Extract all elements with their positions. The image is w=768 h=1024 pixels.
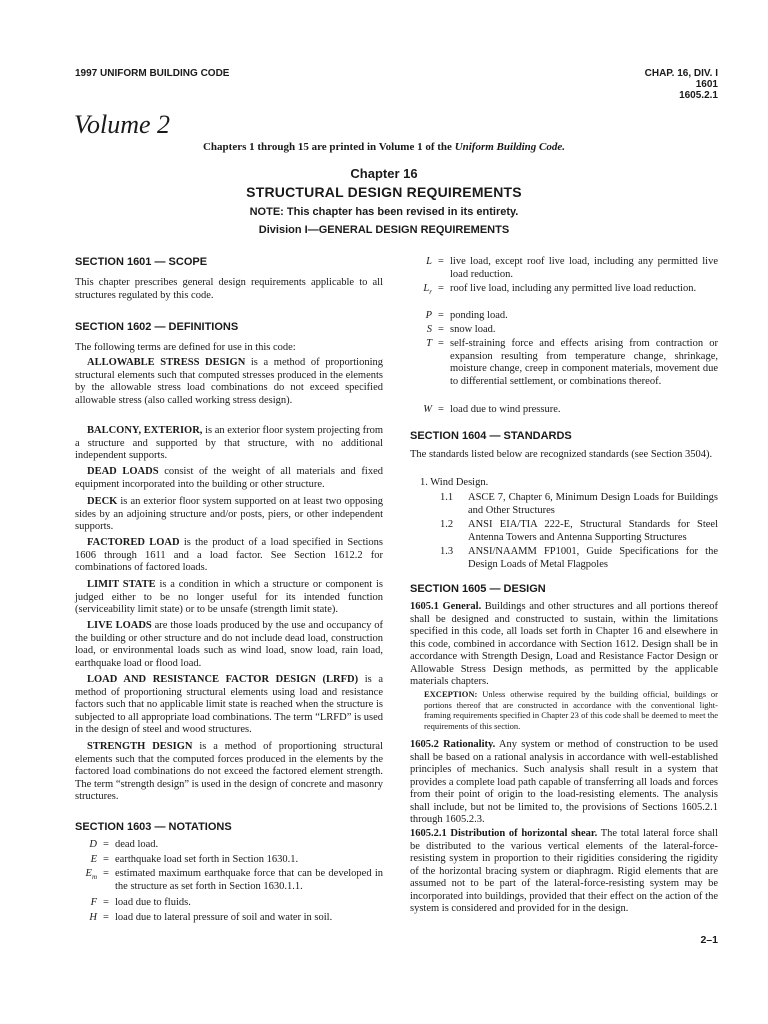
page-number: 2–1 xyxy=(700,934,718,946)
notation-row xyxy=(410,256,718,281)
notation-symbol: S xyxy=(426,324,432,335)
notation-equals: = xyxy=(438,338,444,349)
chapter-title: STRUCTURAL DESIGN REQUIREMENTS xyxy=(246,184,522,200)
notation-symbol: T xyxy=(426,338,432,349)
notation-symbol-base: E xyxy=(85,868,92,879)
standard-number: 1.1 xyxy=(440,492,454,503)
notation-equals: = xyxy=(438,404,444,415)
paragraph-label: 1605.2.1 Distribution of horizontal shear. xyxy=(410,828,598,839)
notation-equals: = xyxy=(103,897,109,908)
notation-row xyxy=(75,897,383,910)
definition-term: BALCONY, EXTERIOR, xyxy=(87,425,203,436)
section-1604-item-1: 1. Wind Design. xyxy=(420,477,489,488)
definition-text: is an exterior floor system projecting from a structure and supported by that structure, with no additional independent supports. xyxy=(75,425,383,461)
definition-text: consist of the weight of all materials and fixed equipment incorporated into the building or other structure. xyxy=(75,466,383,490)
standard-number: 1.2 xyxy=(440,519,454,530)
header-chapter: CHAP. 16, DIV. I xyxy=(644,68,718,79)
notation-row xyxy=(75,854,383,867)
paragraph-text: Any system or method of construction to be used shall be based on a rational analysis in accordance with well-established principles of mechanics. Such analysis shall result in a system that provides a complete load path capable of transferring all loads and forces from their point of origin to the load-resisting elements. The analysis shall include, but not be limited to, the provisions of Sections 1605.2.1 through 1605.2.3. xyxy=(410,739,718,825)
notation-row xyxy=(410,283,718,296)
volume-intro-text: Chapters 1 through 15 are printed in Volume 1 of the xyxy=(202,141,455,153)
section-1602-intro: The following terms are defined for use in this code: xyxy=(75,342,296,353)
standard-row xyxy=(410,519,718,544)
exception-text: Unless otherwise required by the building official, buildings or portions thereof that are constructed in accordance with the conventional light-framing requirements specified in Chapter 23 of this code shall be deemed to meet the requirements of this section. xyxy=(424,689,718,731)
notation-symbol: L xyxy=(426,256,432,267)
notation-row xyxy=(75,839,383,852)
definition-term: FACTORED LOAD xyxy=(87,537,180,548)
section-1604-intro: The standards listed below are recognized standards (see Section 3504). xyxy=(410,449,713,460)
standard-row xyxy=(410,546,718,571)
notation-equals: = xyxy=(103,912,109,923)
section-1603-heading: SECTION 1603 — NOTATIONS xyxy=(75,821,232,833)
notation-symbol: F xyxy=(90,897,97,908)
definition-text: is a method of proportioning structural elements such that the computed forces produced in the elements by the factored load combinations do not exceed the factored element strength. The term “strength design” is used in the design of concrete and masonry structures. xyxy=(75,741,383,802)
standard-number: 1.3 xyxy=(440,546,454,557)
right-column xyxy=(410,0,718,940)
standard-row xyxy=(410,492,718,517)
volume-intro-book: Uniform Building Code. xyxy=(454,141,566,153)
definition-strength-design xyxy=(75,741,383,804)
chapter-division: Division I—GENERAL DESIGN REQUIREMENTS xyxy=(258,224,510,236)
section-1601-text: This chapter prescribes general design requirements applicable to all structures regulated by this code. xyxy=(75,277,383,301)
notation-text: self-straining force and effects arising from contraction or expansion resulting from temperature change, shrinkage, moisture change, creep in component materials, movement due to differential settlement, or combinations thereof. xyxy=(450,338,718,387)
notation-symbol-base: L xyxy=(423,283,430,294)
definition-text: is a method of proportioning structural elements using load and resistance factors such that no applicable limit state is reached when the structure is subjected to all appropriate load combinations. The term “LRFD” is used in the design of steel and wood structures. xyxy=(75,674,383,735)
notation-equals: = xyxy=(103,839,109,850)
exception-note xyxy=(424,689,718,731)
notation-text: load due to fluids. xyxy=(115,897,191,908)
definition-term: LIMIT STATE xyxy=(87,579,156,590)
notation-row xyxy=(75,912,383,925)
notation-text: load due to wind pressure. xyxy=(450,404,561,415)
definition-term: LOAD AND RESISTANCE FACTOR DESIGN (LRFD) xyxy=(87,674,359,685)
notation-row xyxy=(410,310,718,323)
definition-allowable-stress-design xyxy=(75,357,383,407)
notation-symbol: D xyxy=(89,839,97,850)
notation-equals: = xyxy=(103,854,109,865)
header-section-start: 1601 xyxy=(695,79,718,90)
definition-text: is a method of proportioning structural elements such that computed stresses produced in the elements by the allowable stress load combinations do not exceed specified allowable stress (also called working stress design). xyxy=(75,357,383,406)
notation-equals: = xyxy=(103,868,109,879)
section-1601-heading: SECTION 1601 — SCOPE xyxy=(75,256,208,268)
section-1605-heading: SECTION 1605 — DESIGN xyxy=(410,583,546,595)
section-1604-heading: SECTION 1604 — STANDARDS xyxy=(410,430,572,442)
left-column xyxy=(75,0,383,940)
definition-live-loads xyxy=(75,620,383,670)
definition-term: DECK xyxy=(87,496,118,507)
paragraph-label: 1605.2 Rationality. xyxy=(410,739,496,750)
notation-equals: = xyxy=(438,310,444,321)
notation-symbol: E xyxy=(90,854,97,865)
paragraph-1605-1 xyxy=(410,601,718,689)
volume-title: Volume 2 xyxy=(74,110,171,139)
definition-lrfd xyxy=(75,674,383,737)
definition-text: are those loads produced by the use and occupancy of the building or other structure and do not include dead load, construction load, or environmental loads such as wind load, snow load, rain load, earthquake load or flood load. xyxy=(75,620,383,669)
definition-term: DEAD LOADS xyxy=(87,466,159,477)
notation-text: ponding load. xyxy=(450,310,508,321)
paragraph-1605-2 xyxy=(410,739,718,827)
notation-row xyxy=(75,868,383,893)
notation-symbol: P xyxy=(425,310,432,321)
notation-text: live load, except roof live load, including any permitted live load reduction. xyxy=(450,256,718,280)
header-section-end: 1605.2.1 xyxy=(679,90,718,101)
running-header-left: 1997 UNIFORM BUILDING CODE xyxy=(75,68,230,79)
notation-equals: = xyxy=(438,256,444,267)
paragraph-text: Buildings and other structures and all portions thereof shall be designed and constructed to sustain, within the limitations specified in this code, all loads set forth in Chapter 16 and elsewhere in this code, combined in accordance with Section 1612. Design shall be in accordance with Strength Design, Load and Resistance Factor Design or Allowable Stress Design methods, as permitted by the applicable materials chapters. xyxy=(410,601,719,687)
standard-text: ANSI EIA/TIA 222-E, Structural Standards for Steel Antenna Towers and Antenna Supporting Structures xyxy=(468,519,718,543)
notation-equals: = xyxy=(438,283,444,294)
standard-text: ASCE 7, Chapter 6, Minimum Design Loads for Buildings and Other Structures xyxy=(468,492,718,516)
notation-text: estimated maximum earthquake force that can be developed in the structure as set forth in Section 1630.1.1. xyxy=(115,868,383,892)
paragraph-1605-2-1 xyxy=(410,828,718,916)
definition-text: is the product of a load specified in Sections 1606 through 1611 and a load factor. See Section 1612.2 for combinations of factored loads. xyxy=(75,537,383,573)
notation-symbol-subscript: m xyxy=(91,873,97,882)
section-1602-heading: SECTION 1602 — DEFINITIONS xyxy=(75,321,239,333)
chapter-number: Chapter 16 xyxy=(350,166,418,181)
definition-term: ALLOWABLE STRESS DESIGN xyxy=(87,357,246,368)
notation-text: dead load. xyxy=(115,839,159,850)
definition-text: is an exterior floor system supported on at least two opposing sides by an adjoining structure and/or posts, piers, or other independent supports. xyxy=(75,496,383,532)
notation-equals: = xyxy=(438,324,444,335)
definition-dead-loads xyxy=(75,466,383,491)
notation-symbol: H xyxy=(89,912,97,923)
notation-row xyxy=(410,338,718,388)
notation-text: earthquake load set forth in Section 1630.1. xyxy=(115,854,299,865)
exception-label: EXCEPTION: xyxy=(424,689,478,699)
definition-deck xyxy=(75,496,383,534)
notation-symbol xyxy=(75,868,97,884)
definition-text: is a condition in which a structure or component is judged either to be no longer useful for its intended function (serviceability limit state) or to be unsafe (strength limit state). xyxy=(75,579,383,615)
notation-row xyxy=(410,404,718,417)
notation-row xyxy=(410,324,718,337)
definition-term: STRENGTH DESIGN xyxy=(87,741,193,752)
chapter-note: NOTE: This chapter has been revised in its entirety. xyxy=(249,206,519,218)
paragraph-text: The total lateral force shall be distributed to the various vertical elements of the lateral-force-resisting system in proportion to their rigidities considering the rigidity of the horizontal bracing system or diaphragm. Rigid elements that are assumed not to be part of the lateral-force-resisting system may be incorporated into buildings, provided that their effect on the action of the system is considered and provided for in the design. xyxy=(410,828,718,914)
definition-term: LIVE LOADS xyxy=(87,620,152,631)
paragraph-label: 1605.1 General. xyxy=(410,601,482,612)
definition-limit-state xyxy=(75,579,383,617)
definition-balcony-exterior xyxy=(75,425,383,463)
notation-symbol: W xyxy=(423,404,432,415)
notation-text: load due to lateral pressure of soil and water in soil. xyxy=(115,912,333,923)
definition-factored-load xyxy=(75,537,383,575)
notation-symbol xyxy=(410,283,432,299)
notation-symbol-subscript: r xyxy=(429,288,432,297)
standard-text: ANSI/NAAMM FP1001, Guide Specifications for the Design Loads of Metal Flagpoles xyxy=(468,546,718,570)
notation-text: snow load. xyxy=(450,324,496,335)
notation-text: roof live load, including any permitted live load reduction. xyxy=(450,283,697,294)
